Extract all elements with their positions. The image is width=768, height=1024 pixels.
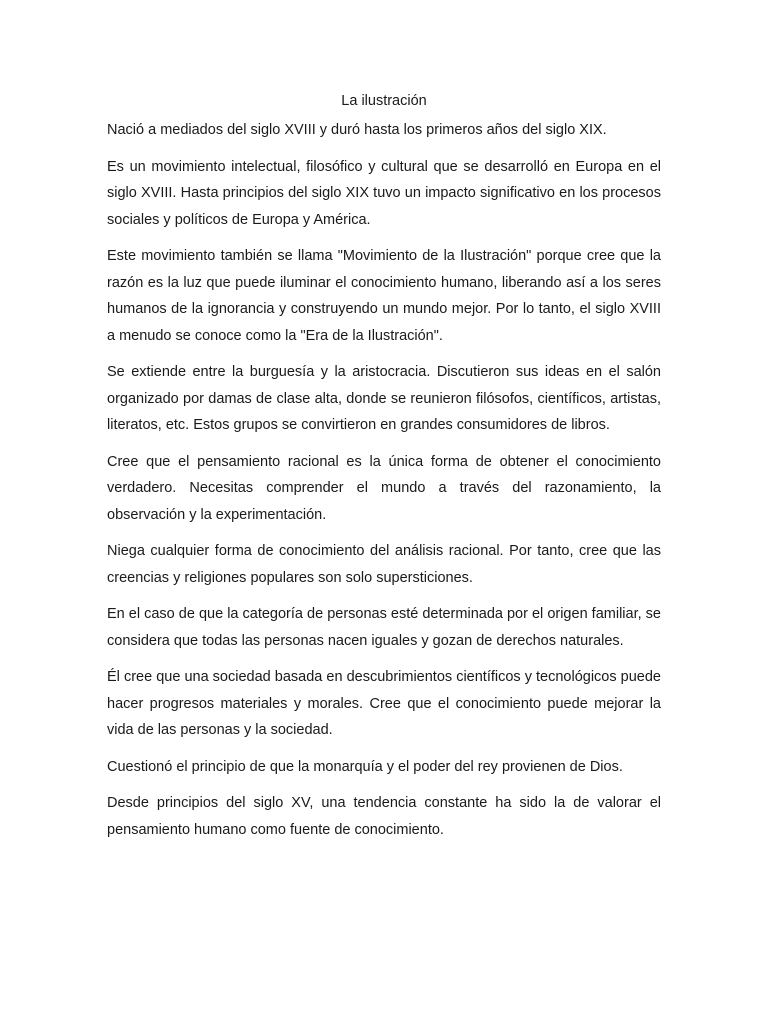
paragraph-8: Él cree que una sociedad basada en descubrimientos científicos y tecnológicos puede hacer progresos materiales y morales. Cree que el conocimiento puede mejorar la vida de las personas y la sociedad. bbox=[107, 669, 661, 738]
paragraph-2: Es un movimiento intelectual, filosófico y cultural que se desarrolló en Europa en el siglo XVIII. Hasta principios del siglo XIX tuvo un impacto significativo en los procesos sociales y políticos de Europa y América. bbox=[107, 158, 661, 228]
document-body bbox=[107, 117, 661, 853]
paragraph-6: Niega cualquier forma de conocimiento del análisis racional. Por tanto, cree que las creencias y religiones populares son solo supersticiones. bbox=[107, 543, 661, 586]
paragraph-3: Este movimiento también se llama "Movimiento de la Ilustración" porque cree que la razón es la luz que puede iluminar el conocimiento humano, liberando así a los seres humanos de la ignorancia y construyendo un mundo mejor. Por lo tanto, el siglo XVIII a menudo se conoce como la "Era de la Ilustración". bbox=[107, 248, 661, 344]
paragraph-1: Nació a mediados del siglo XVIII y duró hasta los primeros años del siglo XIX. bbox=[107, 122, 607, 138]
paragraph-9: Cuestionó el principio de que la monarquía y el poder del rey provienen de Dios. bbox=[107, 758, 623, 775]
paragraph-10: Desde principios del siglo XV, una tendencia constante ha sido la de valorar el pensamiento humano como fuente de conocimiento. bbox=[107, 795, 661, 838]
paragraph-5: Cree que el pensamiento racional es la única forma de obtener el conocimiento verdadero. Necesitas comprender el mundo a través del razonamiento, la observación y la experimentación. bbox=[107, 453, 661, 523]
paragraph-4: Se extiende entre la burguesía y la aristocracia. Discutieron sus ideas en el salón organizado por damas de clase alta, donde se reunieron filósofos, científicos, artistas, literatos, etc. Estos grupos se convirtieron en grandes consumidores de libros. bbox=[107, 364, 661, 433]
document-title: La ilustración bbox=[341, 93, 427, 109]
paragraph-7: En el caso de que la categoría de personas esté determinada por el origen familiar, se considera que todas las personas nacen iguales y gozan de derechos naturales. bbox=[107, 606, 661, 649]
